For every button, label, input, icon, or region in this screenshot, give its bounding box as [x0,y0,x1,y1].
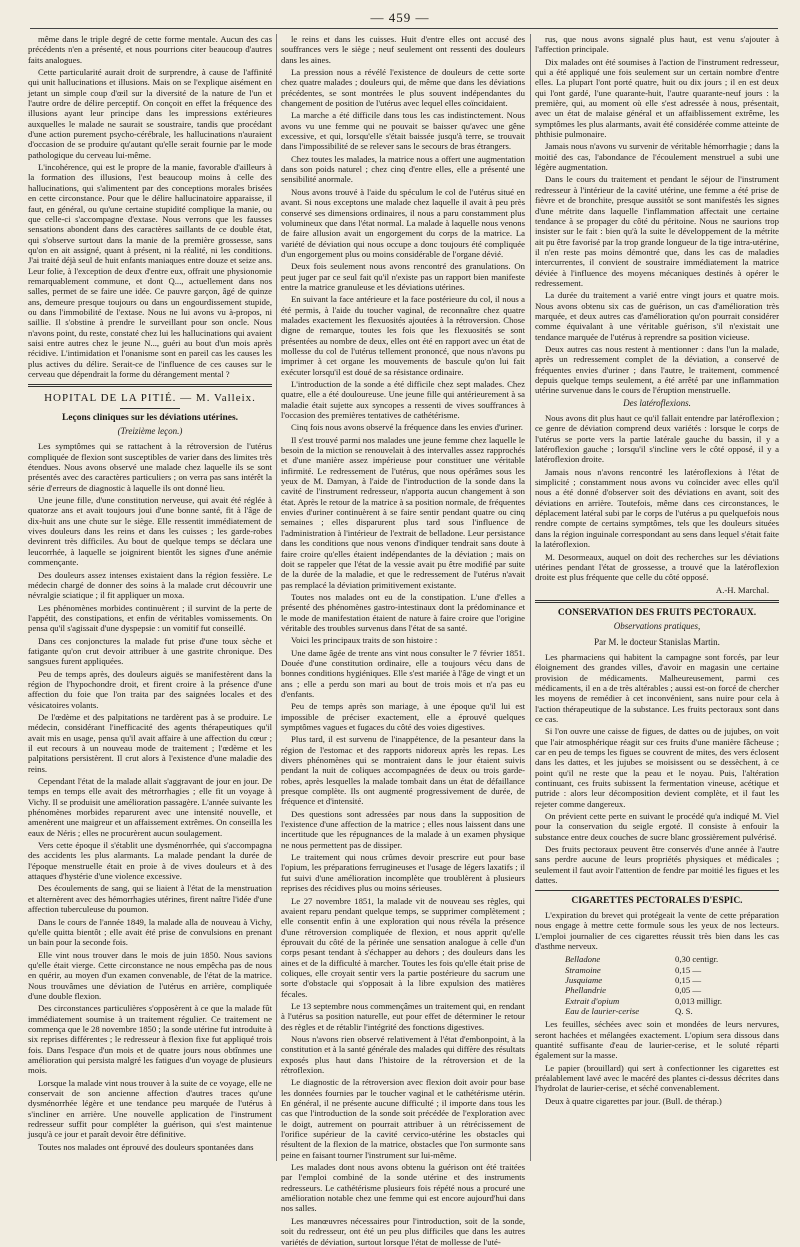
paragraph: Il s'est trouvé parmi nos malades une jeune femme chez laquelle le besoin de la miction se renouvelait à des intervalles assez rapprochés et d'une manière assez impérieuse pour constituer une véritable infirmité. Le redressement de l'utérus, que nous opérâmes sous les yeux de M. Damyan, à l'aide de l'introduction de la sonde dans la cavité de l'instrument redresseur, n'apporta aucun changement à son état. Après le retour de la matrice à sa position normale, de fréquentes envies d'uriner continuèrent à se faire sentir pendant quatre ou cinq semaines ; elles disparurent plus tard sous l'influence de l'administration à l'intérieur de l'extrait de belladone. Leur persistance dans les conditions que nous venons d'indiquer tendrait sans doute à faire croire qu'elles étaient indépendantes de la déviation ; mais on doit se rappeler que l'état de la vessie avait pu être modifié par suite de la durée de la maladie, et que le redressement de l'utérus n'avait pas remplacé la déviation primitivement existante. [281,434,525,590]
formula-list [565,954,779,1016]
paragraph: Les manœuvres nécessaires pour l'introduction, soit de la sonde, soit du redresseur, ont été un peu plus difficiles que dans les autres variétés de déviation, surtout lorsque l'état de mollesse de l'uté- [281,1215,525,1247]
heading-rule [120,408,180,409]
author-signature: A.-H. Marchal. [715,584,769,595]
page-number: — 459 — [370,10,430,25]
paragraph: le reins et dans les cuisses. Huit d'entre elles ont accusé des souffrances vers le siège ; neuf seulement ont ressenti des douleurs dans les aines. [281,34,525,65]
paragraph: La marche a été difficile dans tous les cas indistinctement. Nous avons vu une femme qui ne pouvait se baisser qu'avec une gêne excessive, et qui, lorsqu'elle s'était baissée jusqu'à terre, se trouvait dans l'impossibilité de se relever sans le secours de bras étrangers. [281,110,525,152]
paragraph: Voici les principaux traits de son histoire : [291,635,438,646]
paragraph: Les symptômes qui se rattachent à la rétroversion de l'utérus compliquée de flexion sont susceptibles de varier dans des limites très étendues. Nous avons observé une malade chez laquelle ils se sont présentés avec des caractères particuliers ; on verra pas sans intérêt la série d'erreurs de diagnostic à laquelle ils ont donné lieu. [28,441,272,493]
ingredient-quantity: Q. S. [675,1005,693,1016]
header-rule [30,28,778,29]
paragraph: Nous avons dit plus haut ce qu'il fallait entendre par latéroflexion ; ce genre de déviation comprend deux variétés : lorsque le corps de l'utérus se porte vers la partie latérale gauche du bassin, il y a latéroflexion gauche ; lorsqu'il s'incline vers le côté opposé, il y a latéroflexion droite. [535,413,779,465]
paragraph: L'incohérence, qui est le propre de la manie, favorable d'ailleurs à la formation des illusions, l'est beaucoup moins à celle des hallucinations, qui s'alimentent par des conceptions morales brisées en cette circonstance. Pour que le délire hallucinatoire apparaisse, il faut, en général, ou qu'une certaine stupidité complique la manie, ou que celle-ci s'accompagne d'extase. Nous verrons que les fausses sensations abondent dans des caractères saillants de ce double état, qui s'observe surtout dans la manie de la première grossesse, sans qu'on en ait assigné, quant à présent, ni la réalité, ni les conditions. J'ai traité déjà seul de huit enfants maniaques entre douze et seize ans. Leur folie, à l'exception de deux d'entre eux, offrait une physionomie remarquablement commune, et dont Q..., actuellement dans nos salles, permet de se faire une idée. Ce pauvre garçon, âgé de quinze ans, demeure presque toujours ou dans un engourdissement stupide, ou dans l'immobilité de l'extase. Nous ne lui avons vu à-propos, ni saillie. Il s'obstine à prendre le surveillant pour son oncle. Nous n'avons point, du reste, constaté chez lui les hallucinations qui avaient saisi entre autres chez le jeune N..., guéri au bout d'un mois après récidive. L'intimidation et l'onanisme sont en pareil cas les causes les plus actives du délire. Serait-ce de l'influence de ces causes sur le cerveau que dépendrait la forme du dérangement mental ? [28,162,272,379]
paragraph: L'introduction de la sonde a été difficile chez sept malades. Chez quatre, elle a été douloureuse. Une jeune fille qui antérieurement à sa maladie était sujette aux syncopes a ressenti de vives souffrances à l'occasion des premières tentatives de cathétérisme. [281,379,525,421]
paragraph: Plus tard, il est survenu de l'inappétence, de la pesanteur dans la région de l'estomac et des rapports nidoreux après les repas. Les divers phénomènes qui se montraient dans le jour étaient suivis pendant la nuit de coliques accompagnées de deux ou trois garde-robes, après lesquelles la malade tombait dans un état de défaillance presque complète. Ils ont augmenté progressivement de durée, de fréquence et d'intensité. [281,734,525,807]
paragraph: Le 27 novembre 1851, la malade vit de nouveau ses règles, qui avaient reparu pendant quelque temps, se supprimer complètement ; elle consentit enfin à une exploration qui nous révéla la présence d'une rétroversion compliquée de flexion, et nous apprit qu'elle éprouvait du côté de la périnée une sensation analogue à celle d'un corps pesant tendant à s'échapper au dehors ; des douleurs dans les aines et de la difficulté à marcher. Toutes les fois qu'elle était prise de coliques, elle croyait sentir vers la partie postérieure du sacrum une sorte d'obstacle qui s'opposait à la libre expulsion des matières fécales. [281,895,525,999]
lecture-text [28,441,272,1152]
paragraph: Le diagnostic de la rétroversion avec flexion doit avoir pour base les données fournies par le toucher vaginal et le cathétérisme utérin. En général, il ne présente aucune difficulté ; il importe dans tous les cas que l'introduction de la sonde soit précédée de l'exploration avec le doigt, autrement on pourrait attribuer à un rétrécissement de l'orifice supérieur de la cavité cervico-utérine les obstacles qui résultent de la flexion de la matrice, obstacles que l'on surmonte sans peine en faisant tourner l'instrument sur lui-même. [281,1077,525,1160]
paragraph: En suivant la face antérieure et la face postérieure du col, il nous a été permis, à l'aide du toucher vaginal, de reconnaître chez quatre malades exactement les flexuosités ajoutées à la rétroversion. Chose digne de remarque, toutes les fois que les flexuosités se sont présentées au nombre de deux, elles ont été en rapport avec un état de mollesse du col de l'utérus tellement prononcé, que nous n'avons pu imprimer à cet organe les mouvements de bascule qu'on lui fait exécuter lorsqu'il est doué de sa résistance ordinaire. [281,294,525,377]
paragraph: Les feuilles, séchées avec soin et mondées de leurs nervures, seront hachées et mélangées exactement. L'opium sera dissous dans quantité suffisante d'eau de laurier-cerise, et le soluté réparti également sur la masse. [535,1019,779,1061]
formula-row [565,985,745,995]
paragraph: Une dame âgée de trente ans vint nous consulter le 7 février 1851. Douée d'une constitution ordinaire, elle a toujours vécu dans de bonnes conditions hygiéniques. Elle s'est mariée à l'âge de vingt et un ans ; elle a perdu son mari au bout de trois mois et n'a pas eu d'enfants. [281,647,525,699]
paragraph: Toutes nos malades ont eu de la constipation. L'une d'elles a présenté des phénomènes gastro-intestinaux dont la prédominance et le mode de manifestation étaient de nature à faire croire que l'origine véritable des troubles survenus dans l'état de sa santé. [281,591,525,633]
paragraph: Toutes nos malades ont éprouvé des douleurs spontanées dans [38,1141,254,1152]
ingredient-name: Eau de laurier-cerise [565,1005,640,1016]
paragraph: Elle vint nous trouver dans le mois de juin 1850. Nous savions qu'elle était vierge. Cette circonstance ne nous empêcha pas de nous en quérir, au moyen d'un examen convenable, de l'état de la matrice. Nous trouvâmes une déviation de l'utérus en arrière, compliquée d'une double flexion. [28,949,272,1001]
paragraph: Chez toutes les malades, la matrice nous a offert une augmentation dans son poids naturel ; chez cinq d'entre elles, elle a présenté une sensibilité anormale. [281,153,525,185]
paragraph: Nous avons trouvé à l'aide du spéculum le col de l'utérus situé en avant. Si nous exceptons une malade chez laquelle il avait à peu près conservé ses dimensions ordinaires, il nous a paru constamment plus volumineux que dans l'état normal. La malade à laquelle nous venons de faire allusion avait un engorgement du corps de la matrice. La variété de déviation qui nous occupe a donc toujours été compliquée d'un engorgement plus ou moins considérable de l'organe dévié. [281,186,525,259]
paragraph: Jamais nous n'avons rencontré les latéroflexions à l'état de simplicité ; constamment nous avons vu coïncider avec elles qu'il nous a été donné d'observer soit des déviations en avant, soit des déviations en arrière. Toutefois, même dans ces circonstances, le déplacement latéral subi par le corps de l'utérus a pu quelquefois nous rendre compte de certains symptômes, tels que les douleurs situées dans la région inguinale correspondant au sens dans lequel s'était faite la latéroflexion. [535,466,779,550]
paragraph: Des questions sont adressées par nous dans la supposition de l'existence d'une affection de la matrice ; elles nous laissent dans une incertitude que les répugnances de la malade à un examen physique ne nous permettent pas de dissiper. [281,808,525,850]
paragraph: Des écoulements de sang, qui se liaient à l'état de la menstruation et alternèrent avec des hémorrhagies utérines, firent naître l'idée d'une affection tuberculeuse du poumon. [28,883,272,915]
conservation-heading: CONSERVATION DES FRUITS PECTORAUX. [557,607,757,618]
paragraph: Les pharmaciens qui habitent la campagne sont forcés, par leur éloignement des grandes villes, d'avoir en magasin une certaine provision de médicaments. Malheureusement, parmi ces médicaments, il en a de très altérables ; aussi est-on forcé de chercher les moyens de remédier à cet inconvénient, sans nuire pour cela à l'action thérapeutique de la substance. Les fruits pectoraux sont dans ce cas. [535,651,779,724]
paragraph: Des douleurs assez intenses existaient dans la région fessière. Le médecin chargé de donner des soins à la malade crut découvrir une névralgie sciatique ; il fit appliquer un moxa. [28,569,272,601]
column-middle [281,34,525,1247]
lecture-continuation [281,34,525,1247]
section-rule [535,600,779,603]
paragraph: Peu de temps après son mariage, à une époque qu'il lui est impossible de préciser exactement, elle a éprouvé quelques symptômes vagues et fugaces du côté des voies digestives. [281,701,525,732]
ingredient-name: Stramoine [565,964,601,975]
conservation-text [535,652,779,886]
lateroflexion-heading: Des latéroflexions. [623,397,691,408]
paragraph: Dans ces conjonctures la malade fut prise d'une toux sèche et fatigante qu'on crut devoir attribuer à une gastrite chronique. Des sangsues furent appliquées. [28,635,272,667]
paragraph: Lorsque la malade vint nous trouver à la suite de ce voyage, elle ne conservait de son ancienne affection d'autres traces qu'une dysménorrhée légère et une tendance peu marquée de l'utérus à s'incliner en arrière. Une nouvelle application de l'instrument redresseur suffit pour compléter la guérison, qui s'est maintenue jusqu'à ce jour et paraît devoir être définitive. [28,1077,272,1140]
paragraph: Les malades dont nous avons obtenu la guérison ont été traitées par l'emploi combiné de la sonde utérine et des instruments redresseurs. Le cathétérisme plusieurs fois répété nous a procuré une amélioration notable chez une femme qui est encore aujourd'hui dans nos salles. [281,1162,525,1214]
ingredient-quantity: 0,05 — [675,985,702,996]
conservation-subheading: Observations pratiques, [613,621,701,632]
paragraph: La durée du traitement a varié entre vingt jours et quatre mois. Nous avons obtenu six cas de guérison, un cas d'amélioration très marquée, et deux autres cas d'amélioration qu'on pourrait considérer comme équivalant à une véritable guérison, s'il n'existait une tendance marquée de l'utérus à reprendre sa position vicieuse. [535,290,779,342]
paragraph: Cinq fois nous avons observé la fréquence dans les envies d'uriner. [291,422,523,433]
paragraph: Deux fois seulement nous avons rencontré des granulations. On peut juger par ce seul fait qu'il n'existe pas un rapport bien manifeste entre la matrice granuleuse et les déviations utérines. [281,261,525,292]
paragraph: M. Desormeaux, auquel on doit des recherches sur les déviations utérines pendant l'état de grossesse, a trouvé que la latéroflexion droite est plus fréquente que celle du côté opposé. [535,551,779,583]
paragraph: La pression nous a révélé l'existence de douleurs de cette sorte chez quatre malades ; douleurs qui, de même que dans les déviations précédentes, se sont montrées le plus souvent indépendantes du changement de position de l'utérus avec lequel elles coïncidaient. [281,67,525,109]
paragraph: De l'œdème et des palpitations ne tardèrent pas à se produire. Le médecin, considérant l'inefficacité des agents thérapeutiques qu'il avait mis en usage, pensa qu'il avait affaire à une affection du cœur ; il eut recours à un nouveau mode de traitement ; l'œdème et les palpitations persistèrent. Il crut alors à l'existence d'une maladie des reins. [28,711,272,774]
paragraph: Si l'on ouvre une caisse de figues, de dattes ou de jujubes, on voit que l'air atmosphérique réagit sur ces fruits d'une manière fâcheuse ; car en peu de temps les figues se couvrent de mites, des vers éclosent dans les dattes, et les jujubes se moisissent ou se dessèchent, à ce point qu'il ne reste que la peau et le noyau. Puis, l'altération continuant, ces fruits subissent la fermentation vineuse, acétique et putride : alors leur décomposition devient complète, et il faut les rejeter comme dangereux. [535,726,779,809]
paragraph: Jamais nous n'avons vu survenir de véritable hémorrhagie ; dans la moitié des cas, l'abondance de l'écoulement menstruel a subi une légère augmentation. [535,141,779,173]
formula-row [565,996,745,1006]
paragraph: Des circonstances particulières s'opposèrent à ce que la malade fût immédiatement soumise à un traitement régulier. Ce traitement ne commença que le 28 novembre 1850 ; la sonde utérine fut introduite à six reprises différentes ; le redresseur à flexion fixe fut appliqué trois fois. Dans l'espace d'un mois et de quatre jours nous obtînmes une amélioration qui persista malgré les fatigues d'un voyage de plusieurs mois. [28,1003,272,1076]
paragraph: Des fruits pectoraux peuvent être conservés d'une année à l'autre sans perdre aucune de leurs propriétés physiques et médicales ; seulement il faut avoir l'attention de fendre par moitié les figues et les dattes. [535,844,779,886]
paragraph: Le papier (brouillard) qui sert à confectionner les cigarettes est préalablement lavé avec le macéré des plantes ci-dessus décrites dans l'hydrolat de laurier-cerise, et séché convenablement. [535,1062,779,1094]
ingredient-name: Phellandrie [565,985,607,996]
ingredient-name: Extrait d'opium [565,995,620,1006]
cigarettes-text [535,1019,779,1106]
column-divider [530,34,531,1161]
formula-row [565,954,745,964]
conservation-byline: Par M. le docteur Stanislas Martin. [594,636,720,647]
paragraph: Deux à quatre cigarettes par jour. (Bull. de thérap.) [545,1095,722,1106]
paragraph: Une jeune fille, d'une constitution nerveuse, qui avait été réglée à quatorze ans et avait toujours joui d'une bonne santé, fit à l'âge de dix-huit ans une chute sur le siège. Elle ressentit immédiatement de vives douleurs dans les reins et dans les cuisses ; les garde-robes devinrent très difficiles. Au bout de quelque temps se déclara une leucorrhée, à laquelle se joignirent bientôt les signes d'une anémie commençante. [28,495,272,568]
ingredient-quantity: 0,15 — [675,964,702,975]
lecture-end [535,34,779,396]
paragraph: Peu de temps après, des douleurs aiguës se manifestèrent dans la région de l'hypochondre droit, et firent croire à la présence d'une affection du foie que l'on traita par des saignées locales et des vésicatoires volants. [28,668,272,710]
paragraph: Deux autres cas nous restent à mentionner : dans l'un la malade, après un redressement complet de la déviation, a conservé de fréquentes envies d'uriner ; dans l'autre, le traitement, commencé depuis quelque temps seulement, a été arrêté par une inflammation utérine survenue dans le cours de l'éruption menstruelle. [535,343,779,396]
ingredient-name: Belladone [565,954,601,965]
paragraph: Cette particularité aurait droit de surprendre, à cause de l'affinité qui unit hallucinations et illusions. Mais on se l'explique aisément en jetant un simple coup d'œil sur la diversité de la nature de l'un et l'autre ordre de délire perceptif. On conçoit en effet la fréquence des illusions ayant leur principe dans les impressions extérieures auxquelles le malade ne saurait se soustraire, tandis que procédant d'une action purement psycho-cérébrale, les hallucinations n'auraient d'occasion de se produire qu'autant qu'elle serait fournie par le mode pathologique du cerveau lui-même. [28,67,272,160]
ingredient-quantity: 0,013 milligr. [675,995,723,1006]
formula-row [565,965,745,975]
column-divider [276,34,277,1161]
paragraph: Cependant l'état de la malade allait s'aggravant de jour en jour. De temps en temps elle avait des métrorrhagies ; elle fit un voyage à Vichy. Il se produisit une amélioration passagère. L'année suivante les phénomènes morbides reparurent avec une intensité nouvelle, et amenèrent une maigreur et un affaissement extrêmes. On conseilla les eaux de Néris ; elles ne procurèrent aucun soulagement. [28,776,272,838]
paragraph: Le traitement qui nous crûmes devoir prescrire eut pour base l'opium, les préparations ferrugineuses et l'usage de légers laxatifs ; il fut suivi d'une amélioration incomplète que troublèrent à plusieurs reprises des récidives plus ou moins sérieuses. [281,852,525,894]
paragraph: même dans le triple degré de cette forme mentale. Aucun des cas précédents n'en a présenté, et nous pourrions citer beaucoup d'autres faits analogues. [28,34,272,65]
cigarettes-heading: CIGARETTES PECTORALES D'ESPIC. [571,896,743,907]
hospital-heading: HOPITAL DE LA PITIÉ. — M. Valleix. [44,392,256,405]
cigarettes-intro: L'expiration du brevet qui protégeait la vente de cette préparation nous engage à mettre cette formule sous les yeux de nos lecteurs. L'emploi journalier de ces cigarettes réussit très bien dans les cas d'asthme nerveux. [535,909,779,951]
lecture-heading: Leçons cliniques sur les déviations utérines. [61,412,239,423]
column-right [535,34,779,1161]
lateroflexion-text [535,413,779,583]
formula-row [565,1006,745,1016]
section-rule [535,890,779,891]
intro-text [28,34,272,379]
formula-row [565,975,745,985]
lecture-number: (Treizième leçon.) [117,426,183,437]
paragraph: Dans le cours du traitement et pendant le séjour de l'instrument redresseur à l'intérieur de la cavité utérine, une femme a été prise de fièvre et de bronchite, presque aussitôt se sont manifestés les signes d'une métrite dans laquelle l'inflammation affectait une certaine tendance à se propager du côté du péritoine. Nous ne saurions trop insister sur le fait : bien qu'à la suite le développement de la métrite ait pu être favorisé par la trop grande longueur de la tige intra-utérine, il n'en reste pas moins démontré que, dans les cas de maladies intercurrentes, il convient de soustraire immédiatement la matrice déviée à l'influence des moyens mécaniques destinés à opérer le redressement. [535,174,779,288]
paragraph: On prévient cette perte en suivant le procédé qu'a indiqué M. Viel pour la conservation du seigle ergoté. Il consiste à enfouir la substance entre deux couches de sucre blanc grossièrement pulvérisé. [535,811,779,842]
paragraph: rus, que nous avons signalé plus haut, est venu s'ajouter à l'affection principale. [535,34,779,55]
paragraph: Le 13 septembre nous commençâmes un traitement qui, en rendant à l'utérus sa position naturelle, eut pour effet de déterminer le retour des règles et de rétablir l'intégrité des fonctions digestives. [281,1000,525,1032]
paragraph: Dans le cours de l'année 1849, la malade alla de nouveau à Vichy, qu'elle quitta bientôt ; elle avait été prise de convulsions en prenant un bain pour la seconde fois. [28,916,272,948]
paragraph: Nous n'avons rien observé relativement à l'état d'embonpoint, à la constitution et à la santé générale des malades qui diffère des résultats exposés plus haut dans l'histoire de la rétroversion et de la rétroflexion. [281,1033,525,1075]
ingredient-quantity: 0,15 — [675,974,702,985]
ingredient-quantity: 0,30 centigr. [675,954,719,965]
ingredient-name: Jusquiame [565,974,603,985]
paragraph: Dix malades ont été soumises à l'action de l'instrument redresseur, qui a été appliqué une fois seulement sur un certain nombre d'entre elles. La plupart l'ont porté quatre, huit ou dix jours ; il en est deux qui l'ont gardé, l'une quarante-huit, l'autre quarante-neuf jours : la première, qui, au moment où elle s'est adressée à nous, présentait, avec un état de malaise général et un affaiblissement extrême, les symptômes les plus alarmants, avait été considérée comme atteinte de phthisie pulmonaire. [535,56,779,140]
paragraph: Les phénomènes morbides continuèrent ; il survint de la perte de l'appétit, des constipations, et enfin de véritables vomissements. On pensa qu'il s'agissait d'une dyspepsie : un vomitif fut conseillé. [28,602,272,634]
column-left [28,34,272,1161]
section-rule [28,384,272,387]
paragraph: Vers cette époque il s'établit une dysménorrhée, qui s'accompagna des accidents les plus alarmants. La malade pendant la durée de l'époque menstruelle était en proie à de vives douleurs et à des attaques d'hystérie d'une violence excessive. [28,840,272,882]
